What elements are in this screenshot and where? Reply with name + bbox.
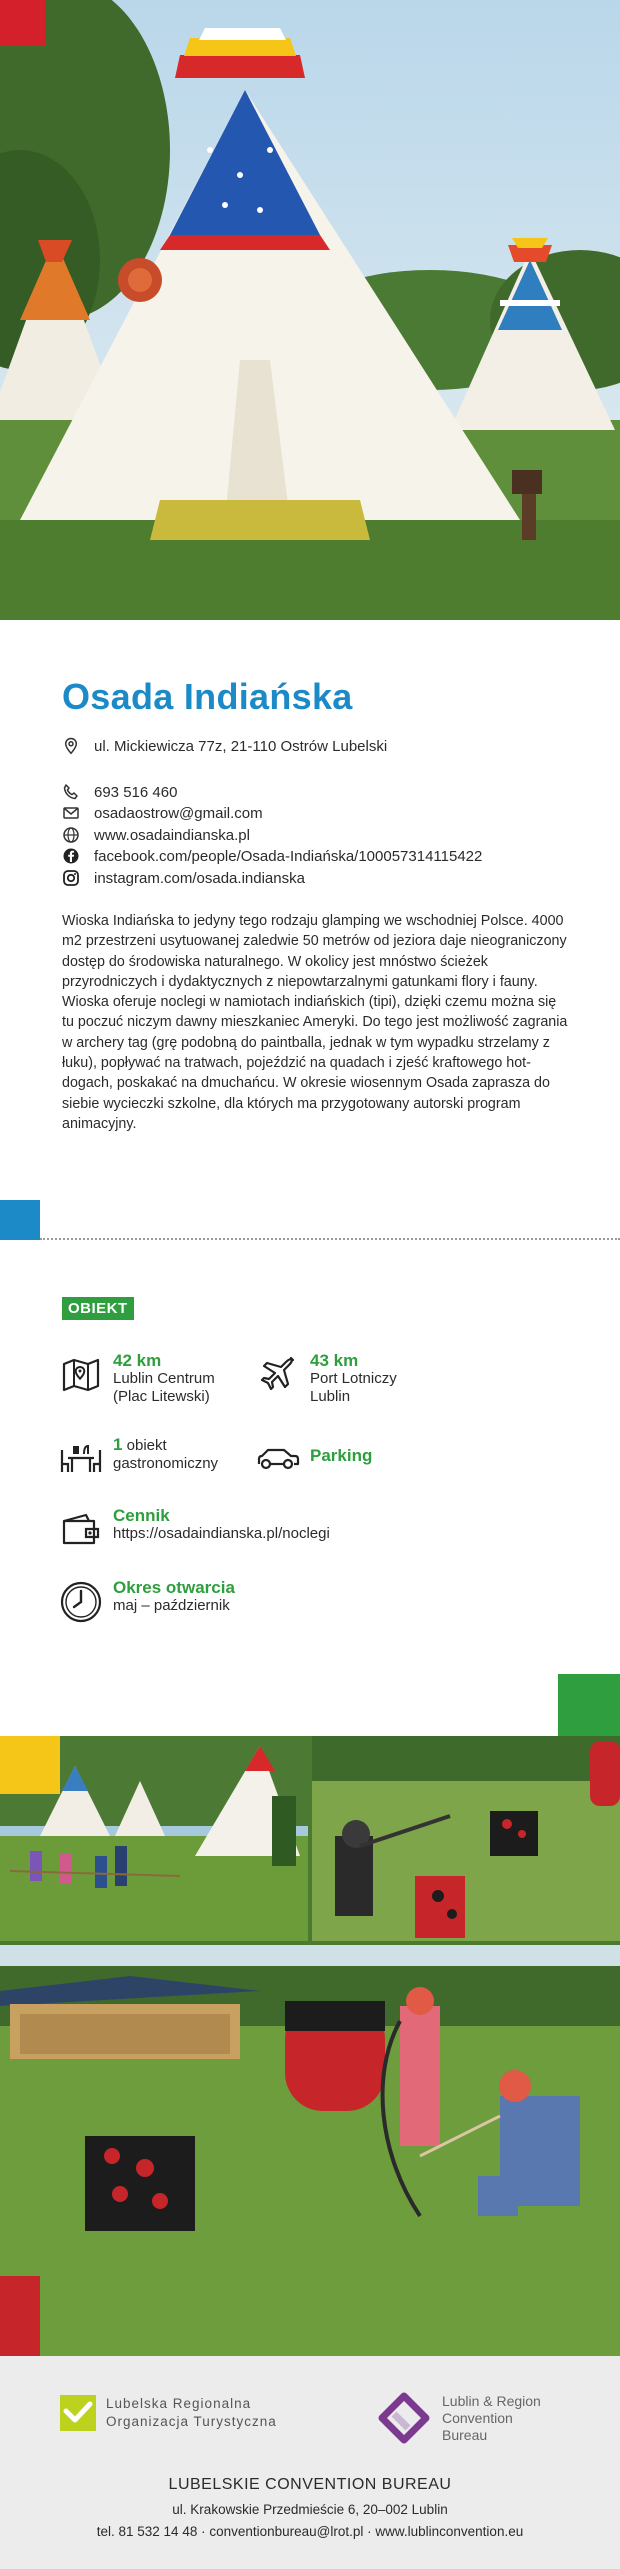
map-icon: [58, 1352, 104, 1398]
gastronomy-line2: gastronomiczny: [113, 1455, 219, 1472]
location-pin-icon: [62, 737, 80, 755]
airplane-icon: [255, 1352, 301, 1398]
feature-opening-season: [58, 1579, 235, 1625]
distance-city-line2: (Plac Litewski): [113, 1388, 210, 1405]
distance-airport-line2: Lublin: [310, 1388, 351, 1405]
email-text[interactable]: osadaostrow@gmail.com: [94, 804, 263, 822]
description-paragraph: Wioska Indiańska to jedyny tego rodzaju glamping we wschodniej Polsce. 4000 m2 przestrzeni usytuowanej zaledwie 50 metrów od jeziora daje nieograniczony dostęp do środowiska naturalnego. W okolicy jest mnóstwo ścieżek przyrodniczych i dydaktycznych z niepowtarzalnymi gatunkami flory i fauny. Wioska oferuje noclegi w namiotach indiańskich (tipi), dzięki czemu można się tu poczuć niczym dawny mieszkaniec Ameryki. Do tego jest możliwość zagrania w archery tag (grę podobną do paintballa, jednak w tym wypadku strzelamy z łuku), popływać na tratwach, pojeździć na quadach i zjeść kraftowego hot-dogach, poskakać na dmuchańcu. W okresie wiosennym Osada zaprasza do siebie wycieczki szkolne, dla których ma przygotowany autorski program animacyjny.: [62, 913, 568, 1132]
phone-row[interactable]: [62, 783, 177, 801]
dotted-divider: [40, 1238, 620, 1240]
pricing-url[interactable]: https://osadaindianska.pl/noclegi: [113, 1525, 330, 1542]
feature-parking: [255, 1436, 372, 1482]
photo-gallery: [0, 1736, 620, 2356]
accent-square-yellow: [0, 1736, 60, 1794]
feature-distance-city: [58, 1352, 215, 1406]
feature-distance-airport: [255, 1352, 397, 1406]
website-row[interactable]: [62, 826, 250, 844]
distance-city-line1: Lublin Centrum: [113, 1370, 215, 1387]
lrot-emblem-icon: [58, 2393, 98, 2433]
globe-icon: [62, 826, 80, 844]
page-title: Osada Indiańska: [62, 676, 353, 717]
gallery-activities-illustration: [0, 1736, 620, 2356]
address-text: ul. Mickiewicza 77z, 21-110 Ostrów Lubelski: [94, 737, 388, 755]
lcb-logo: [376, 2390, 541, 2446]
hero-photo-tipi-camp: [0, 0, 620, 620]
gastronomy-count: 1: [113, 1435, 123, 1454]
lrot-name-line1: Lubelska Regionalna: [106, 2396, 252, 2411]
accent-square-green: [558, 1674, 620, 1736]
lcb-name-line3: Bureau: [442, 2426, 488, 2443]
gastronomy-line1: obiekt: [122, 1437, 167, 1454]
season-value: maj – październik: [113, 1597, 230, 1614]
pricing-label: Cennik: [113, 1506, 170, 1525]
car-icon: [255, 1436, 301, 1482]
facebook-icon: [62, 847, 80, 865]
wallet-icon: [58, 1507, 104, 1553]
phone-icon: [62, 783, 80, 801]
facebook-row[interactable]: [62, 847, 482, 865]
instagram-text[interactable]: instagram.com/osada.indianska: [94, 869, 305, 887]
footer-address: ul. Krakowskie Przedmieście 6, 20–002 Lublin: [172, 2502, 448, 2517]
instagram-icon: [62, 869, 80, 887]
distance-airport-line1: Port Lotniczy: [310, 1370, 397, 1387]
lrot-logo: [58, 2393, 277, 2433]
feature-gastronomy: [58, 1436, 218, 1482]
email-icon: [62, 804, 80, 822]
lcb-name-line1: Lublin & Region: [442, 2392, 541, 2409]
hero-tipi-illustration: [0, 0, 620, 620]
clock-icon: [58, 1579, 104, 1625]
distance-city-value: 42 km: [113, 1351, 162, 1370]
website-text[interactable]: www.osadaindianska.pl: [94, 826, 250, 844]
feature-pricing[interactable]: [58, 1507, 330, 1553]
parking-label: Parking: [310, 1446, 373, 1465]
facebook-text[interactable]: facebook.com/people/Osada-Indiańska/100057314115422: [94, 847, 483, 865]
lcb-name-line2: Convention: [442, 2409, 513, 2426]
footer-org-name: LUBELSKIE CONVENTION BUREAU: [168, 2476, 452, 2493]
phone-text[interactable]: 693 516 460: [94, 783, 178, 801]
season-label: Okres otwarcia: [113, 1578, 235, 1597]
address-row: [62, 737, 387, 755]
object-badge: OBIEKT: [62, 1297, 134, 1320]
lrot-name-line2: Organizacja Turystyczna: [106, 2414, 277, 2429]
dining-table-icon: [58, 1436, 104, 1482]
divider-accent-blue: [0, 1200, 40, 1240]
footer-contact[interactable]: tel. 81 532 14 48 · conventionbureau@lrot.pl · www.lublinconvention.eu: [96, 2524, 524, 2539]
email-row[interactable]: [62, 804, 263, 822]
distance-airport-value: 43 km: [310, 1351, 359, 1370]
corner-accent-red: [0, 0, 46, 46]
lcb-emblem-icon: [376, 2390, 432, 2446]
instagram-row[interactable]: [62, 869, 305, 887]
